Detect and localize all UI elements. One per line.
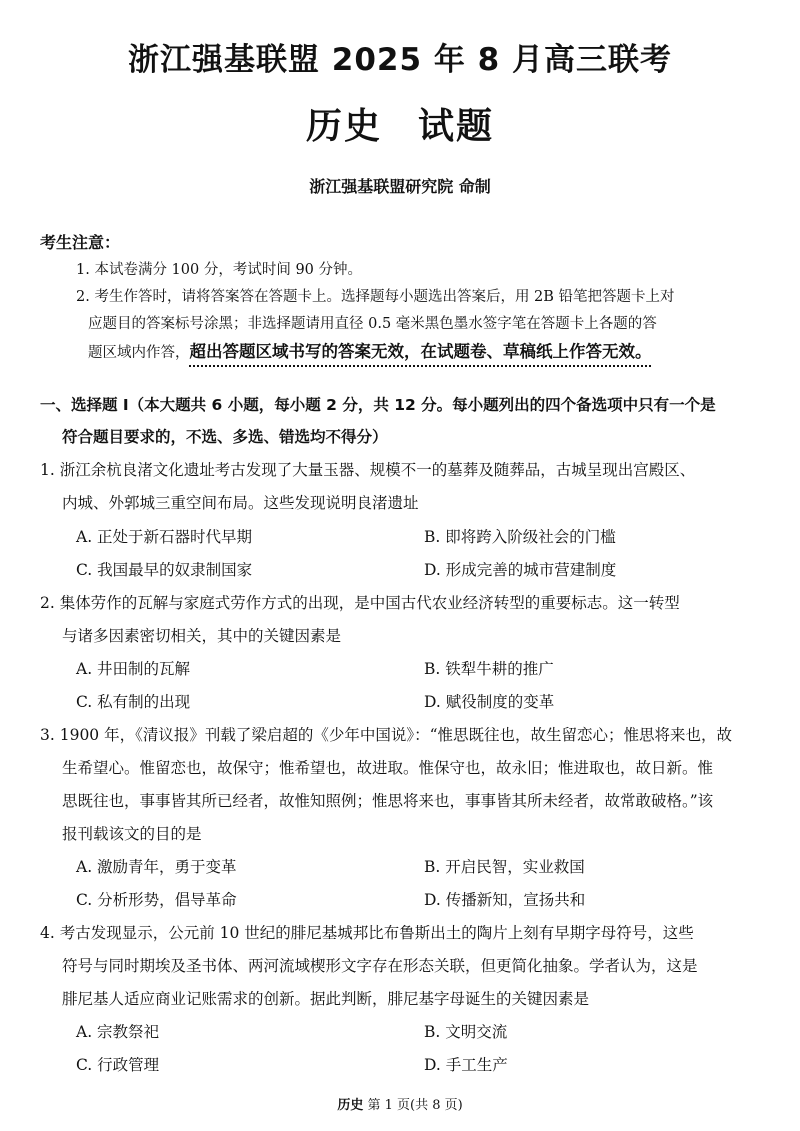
question-1-line-1: 1. 浙江余杭良渚文化遗址考古发现了大量玉器、规模不一的墓葬及随葬品，古城呈现出宫殿区、 — [40, 461, 696, 479]
question-4-line-3: 腓尼基人适应商业记账需求的创新。据此判断，腓尼基字母诞生的关键因素是 — [62, 990, 590, 1008]
author-line: 浙江强基联盟研究院 命制 — [309, 177, 491, 196]
question-1-line-2: 内城、外郭城三重空间布局。这些发现说明良渚遗址 — [62, 494, 419, 512]
question-2-option-a: A. 井田制的瓦解 — [76, 660, 191, 678]
question-1-option-c: C. 我国最早的奴隶制国家 — [76, 561, 253, 579]
question-4-option-d: D. 手工生产 — [424, 1056, 508, 1074]
question-2-option-c: C. 私有制的出现 — [76, 693, 191, 711]
question-2-line-1: 2. 集体劳作的瓦解与家庭式劳作方式的出现，是中国古代农业经济转型的重要标志。这一转型 — [40, 594, 680, 612]
question-3-option-b: B. 开启民智，实业救国 — [424, 858, 585, 876]
question-3-option-d: D. 传播新知，宣扬共和 — [424, 891, 586, 909]
notice-emphasis: 超出答题区域书写的答案无效，在试题卷、草稿纸上作答无效。 — [189, 342, 652, 361]
question-4-line-1: 4. 考古发现显示，公元前 10 世纪的腓尼基城邦比布鲁斯出土的陶片上刻有早期字母符号，这些 — [40, 924, 694, 942]
page-footer — [0, 1094, 800, 1113]
question-1-option-a: A. 正处于新石器时代早期 — [76, 528, 253, 546]
question-2-line-2: 与诸多因素密切相关，其中的关键因素是 — [62, 627, 342, 645]
question-4-option-a: A. 宗教祭祀 — [76, 1023, 160, 1041]
question-4-option-c: C. 行政管理 — [76, 1056, 160, 1074]
notice-item-2-line-3 — [88, 338, 652, 362]
subject-title — [0, 98, 800, 149]
question-3-line-3: 思既往也，事事皆其所已经者，故惟知照例；惟思将来也，事事皆其所未经者，故常敢破格。”该 — [62, 792, 714, 810]
notice-item-2-line-1: 2. 考生作答时，请将答案答在答题卡上。选择题每小题选出答案后，用 2B 铅笔把答题卡上对 — [76, 289, 675, 305]
question-1-option-d: D. 形成完善的城市营建制度 — [424, 561, 617, 579]
question-3-line-2: 生希望心。惟留恋也，故保守；惟希望也，故进取。惟保守也，故永旧；惟进取也，故日新。惟 — [62, 759, 714, 777]
notice-item-2-line-2: 应题目的答案标号涂黑；非选择题请用直径 0.5 毫米黑色墨水签字笔在答题卡上各题的答 — [88, 316, 657, 332]
subject-suffix: 试题 — [418, 106, 495, 147]
section-heading-line-1: 一、选择题 Ⅰ（本大题共 6 小题，每小题 2 分，共 12 分。每小题列出的四个备选项中只有一个是 — [40, 396, 716, 414]
question-3-option-c: C. 分析形势，倡导革命 — [76, 891, 237, 909]
notice-item-1: 1. 本试卷满分 100 分，考试时间 90 分钟。 — [76, 262, 363, 278]
subject-name: 历史 — [305, 106, 382, 147]
exam-title: 浙江强基联盟 2025 年 8 月高三联考 — [127, 42, 673, 78]
question-3-line-1: 3. 1900 年，《清议报》刊载了梁启超的《少年中国说》：“惟思既往也，故生留恋心；惟思将来也，故 — [40, 726, 733, 744]
question-2-option-b: B. 铁犁牛耕的推广 — [424, 660, 554, 678]
question-4-option-b: B. 文明交流 — [424, 1023, 508, 1041]
question-4-line-2: 符号与同时期埃及圣书体、两河流域楔形文字存在形态关联，但更简化抽象。学者认为，这是 — [62, 957, 698, 975]
notice-item-2-plain: 题区域内作答， — [88, 345, 190, 361]
section-heading-line-2: 符合题目要求的，不选、多选、错选均不得分） — [62, 428, 388, 446]
question-1-option-b: B. 即将跨入阶级社会的门槛 — [424, 528, 616, 546]
footer-page-number: 第 1 页(共 8 页) — [367, 1098, 463, 1113]
question-2-option-d: D. 赋役制度的变革 — [424, 693, 555, 711]
question-3-line-4: 报刊载该文的目的是 — [62, 825, 202, 843]
question-3-option-a: A. 激励青年，勇于变革 — [76, 858, 237, 876]
footer-subject: 历史 — [337, 1098, 364, 1113]
notice-heading: 考生注意： — [40, 233, 121, 252]
